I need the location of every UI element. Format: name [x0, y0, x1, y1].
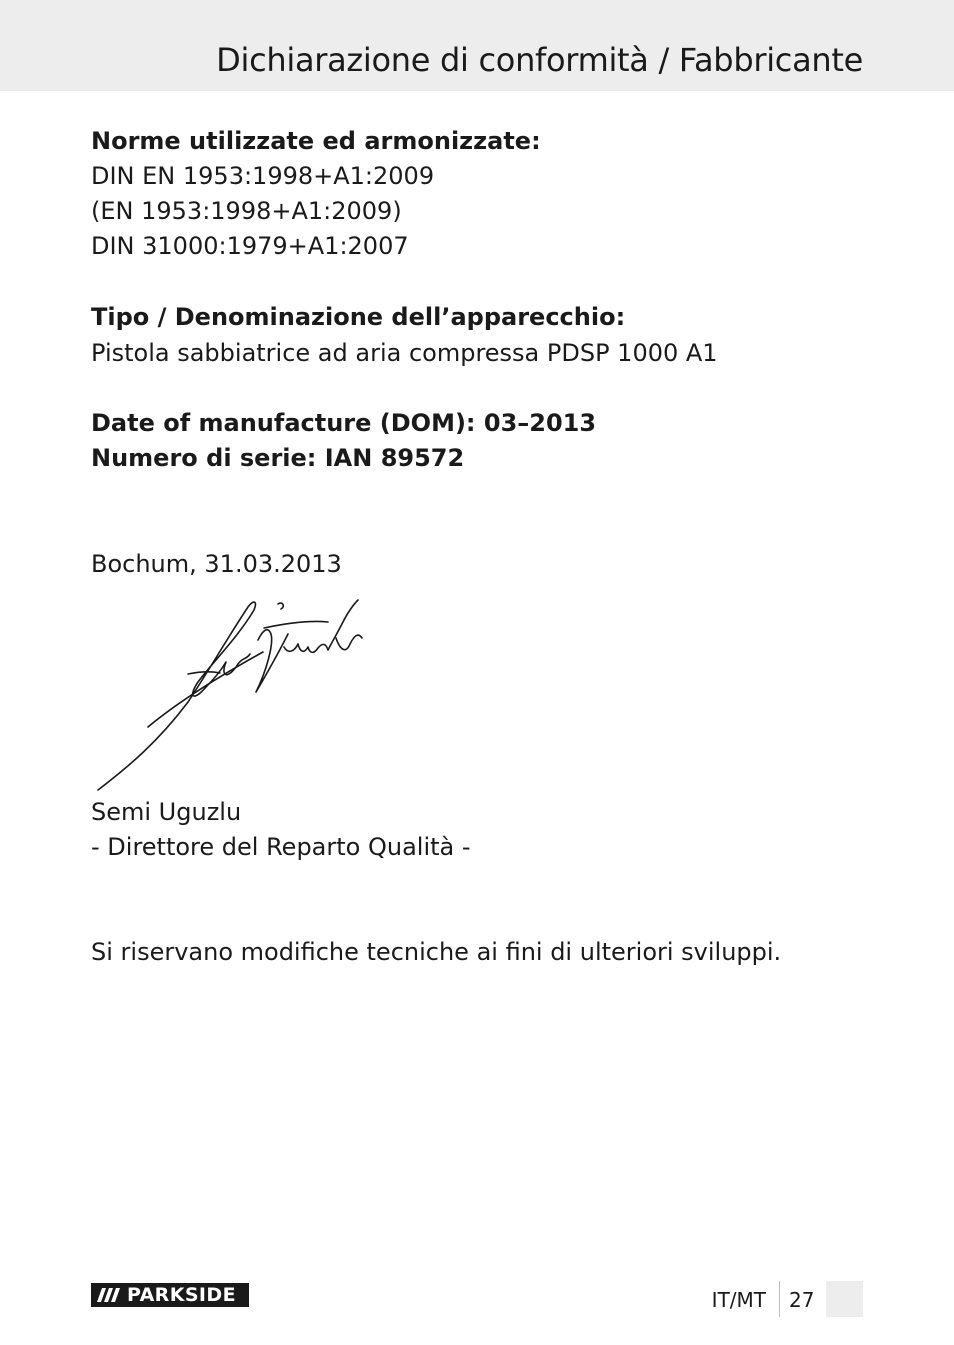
brand-name: PARKSIDE [127, 1284, 236, 1306]
standard-line-3: DIN 31000:1979+A1:2007 [91, 232, 409, 260]
standards-heading: Norme utilizzate ed armonizzate: [91, 127, 541, 155]
manufacture-date: Date of manufacture (DOM): 03–2013 [91, 409, 597, 437]
device-name: Pistola sabbiatrice ad aria compressa PDSP 1000 A1 [91, 339, 718, 367]
signatory-role: - Direttore del Reparto Qualità - [91, 833, 471, 861]
page-number: 27 [789, 1288, 815, 1312]
standard-line-1: DIN EN 1953:1998+A1:2009 [91, 162, 435, 190]
page-tab [826, 1281, 863, 1317]
technical-changes-notice: Si riservano modifiche tecniche ai fini di ulteriori sviluppi. [91, 938, 782, 966]
footer-divider [779, 1281, 780, 1317]
signatory-name: Semi Uguzlu [91, 798, 242, 826]
standard-line-2: (EN 1953:1998+A1:2009) [91, 197, 402, 225]
language-code: IT/MT [711, 1288, 766, 1312]
brand-slashes-icon [91, 1283, 125, 1307]
page-title: Dichiarazione di conformità / Fabbricante [216, 41, 863, 79]
serial-number: Numero di serie: IAN 89572 [91, 444, 465, 472]
handwritten-signature [88, 592, 378, 797]
place-and-date: Bochum, 31.03.2013 [91, 550, 342, 578]
parkside-logo [91, 1283, 249, 1307]
device-heading: Tipo / Denominazione dell’apparecchio: [91, 303, 626, 331]
